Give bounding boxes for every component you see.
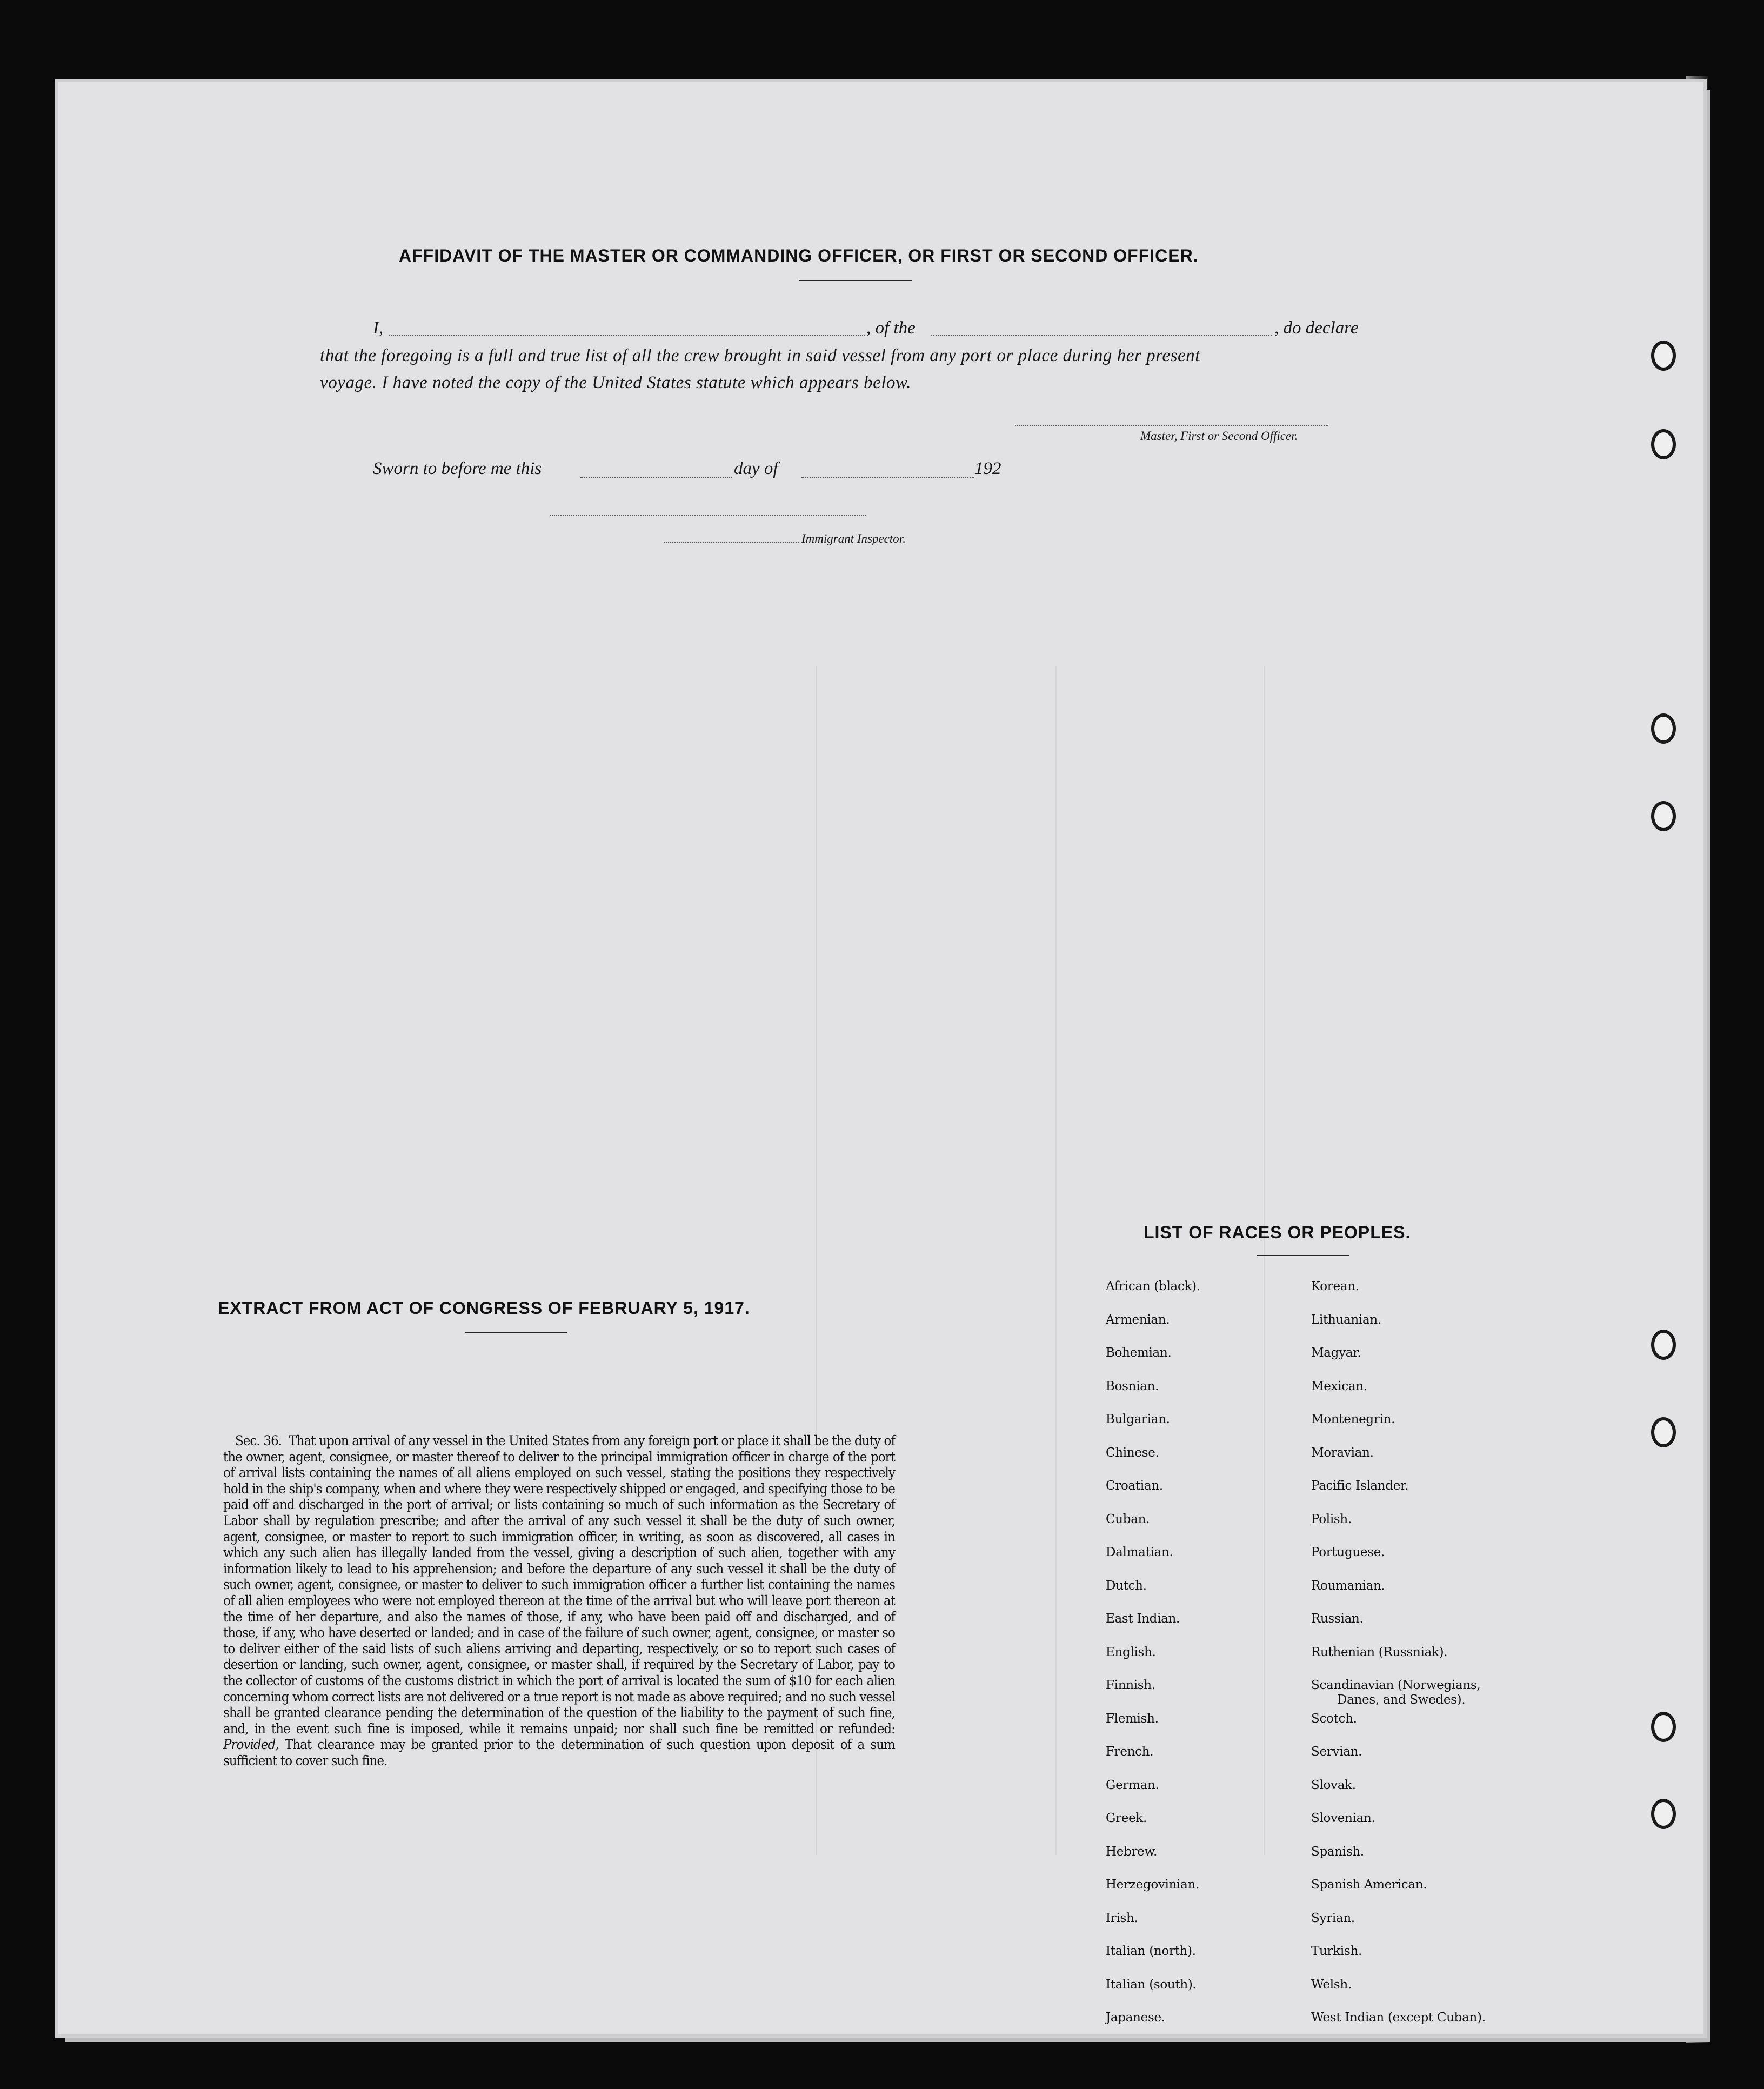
races-underline bbox=[1257, 1255, 1349, 1256]
race-item: Slovak. bbox=[1311, 1778, 1356, 1792]
race-item: Ruthenian (Russniak). bbox=[1311, 1645, 1448, 1659]
bleed-through-line bbox=[1055, 666, 1057, 1855]
races-left-column bbox=[1106, 1279, 1200, 2034]
race-item: Welsh. bbox=[1311, 1977, 1352, 1992]
section-label: Sec. 36. bbox=[235, 1433, 282, 1449]
race-item: Lithuanian. bbox=[1311, 1312, 1381, 1327]
document-page bbox=[58, 82, 1703, 2034]
sworn-day-blank[interactable] bbox=[580, 477, 732, 478]
affidavit-line-prefix: I, bbox=[373, 318, 384, 338]
race-item: German. bbox=[1106, 1778, 1159, 1792]
sworn-day-label: day of bbox=[734, 459, 778, 478]
race-item: Polish. bbox=[1311, 1512, 1352, 1526]
race-item: Mexican. bbox=[1311, 1379, 1367, 1393]
affidavit-statement-line: voyage. I have noted the copy of the United States statute which appears below. bbox=[320, 373, 912, 392]
affidavit-title: AFFIDAVIT OF THE MASTER OR COMMANDING OFFICER, OR FIRST OR SECOND OFFICER. bbox=[399, 246, 1199, 265]
sworn-month-blank[interactable] bbox=[801, 477, 974, 478]
race-item: Montenegrin. bbox=[1311, 1412, 1395, 1426]
race-item: French. bbox=[1106, 1745, 1154, 1759]
signature-label: Master, First or Second Officer. bbox=[1140, 429, 1298, 443]
sworn-year: 192 bbox=[974, 459, 1001, 478]
race-item: Portuguese. bbox=[1311, 1545, 1385, 1559]
name-blank[interactable] bbox=[389, 335, 865, 336]
race-item: Russian. bbox=[1311, 1612, 1364, 1626]
race-item: Finnish. bbox=[1106, 1678, 1155, 1692]
race-item: Servian. bbox=[1311, 1745, 1362, 1759]
binder-hole bbox=[1651, 1712, 1676, 1742]
race-item: East Indian. bbox=[1106, 1612, 1180, 1626]
proviso-text: That clearance may be granted prior to the determination of such question upon deposit of a sum sufficient to cover such fine. bbox=[223, 1737, 896, 1769]
affidavit-of-the: , of the bbox=[866, 318, 916, 338]
inspector-label: Immigrant Inspector. bbox=[801, 532, 906, 545]
race-item: Turkish. bbox=[1311, 1944, 1362, 1958]
race-item: Herzegovinian. bbox=[1106, 1878, 1200, 1892]
races-title: LIST OF RACES OR PEOPLES. bbox=[1144, 1223, 1411, 1242]
extract-title: EXTRACT FROM ACT OF CONGRESS OF FEBRUARY 5, 1917. bbox=[218, 1298, 750, 1318]
binder-hole bbox=[1651, 801, 1676, 831]
signature-blank[interactable] bbox=[1015, 425, 1328, 426]
race-item: Spanish. bbox=[1311, 1844, 1364, 1859]
race-item: Hebrew. bbox=[1106, 1844, 1158, 1859]
race-item: Greek. bbox=[1106, 1811, 1147, 1825]
race-item: Cuban. bbox=[1106, 1512, 1150, 1526]
race-item: Scandinavian (Norwegians, bbox=[1311, 1678, 1481, 1692]
race-item: Italian (north). bbox=[1106, 1944, 1196, 1958]
race-item: Scotch. bbox=[1311, 1711, 1357, 1726]
race-item: Irish. bbox=[1106, 1911, 1138, 1925]
race-item: Chinese. bbox=[1106, 1445, 1159, 1460]
race-item: African (black). bbox=[1106, 1279, 1200, 1293]
binder-hole bbox=[1651, 1799, 1676, 1829]
races-right-column bbox=[1311, 1279, 1486, 2034]
proviso-word: Provided, bbox=[223, 1737, 279, 1753]
act-section-text bbox=[223, 1433, 895, 1769]
race-item: Syrian. bbox=[1311, 1911, 1355, 1925]
race-item: Armenian. bbox=[1106, 1312, 1170, 1327]
race-item: Magyar. bbox=[1311, 1346, 1361, 1360]
binder-hole bbox=[1651, 1417, 1676, 1447]
race-item: Japanese. bbox=[1106, 2011, 1165, 2025]
affidavit-statement-line: that the foregoing is a full and true list of all the crew brought in said vessel from any port or place during her present bbox=[320, 346, 1200, 365]
race-item: Slovenian. bbox=[1311, 1811, 1375, 1825]
section-body: That upon arrival of any vessel in the United States from any foreign port or place it shall be the duty of the owner, agent, consignee, or master thereof to deliver to the principal immigration officer in charge of the port of arrival lists containing the names of all aliens employed on such vessel, stating the positions they respectively hold in the ship's company, when and where they were respectively shipped or engaged, and specifying those to be paid off and discharged in the port of arrival; or lists containing so much of such information as the Secretary of Labor shall by regulation prescribe; and after the arrival of any such vessel it shall be the duty of such owner, agent, consignee, or master to report to such immigration officer, in writing, as soon as discovered, all cases in which any such alien has illegally landed from the vessel, giving a description of such alien, together with any information likely to lead to his apprehension; and before the departure of any such vessel it shall be the duty of such owner, agent, consignee, or master to deliver to such immigration officer a further list containing the names of all alien employees who were not employed thereon at the time of the arrival but who will leave port thereon at the time of her departure, and also the names of those, if any, who have been paid off and discharged, and of those, if any, who have deserted or landed; and in case of the failure of such owner, agent, consignee, or master so to deliver either of the said lists of such aliens arriving and departing, respectively, or so to report such cases of desertion or landing, such owner, agent, consignee, or master shall, if required by the Secretary of Labor, pay to the collector of customs of the customs district in which the port of arrival is located the sum of $10 for each alien concerning whom correct lists are not delivered or a true report is not made as above required; and no such vessel shall be granted clearance pending the determination of the question of the liability to the payment of such fine, and, in the event such fine is imposed, while it remains unpaid; nor shall such fine be remitted or refunded: bbox=[223, 1433, 895, 1737]
binder-hole bbox=[1651, 713, 1676, 744]
bleed-through-line bbox=[1264, 666, 1265, 1855]
title-underline bbox=[799, 280, 912, 281]
race-item-continuation: Danes, and Swedes). bbox=[1337, 1693, 1466, 1707]
race-item: Italian (south). bbox=[1106, 1977, 1197, 1992]
race-item: English. bbox=[1106, 1645, 1156, 1659]
inspector-name-blank[interactable] bbox=[664, 542, 799, 543]
binder-hole bbox=[1651, 1330, 1676, 1360]
race-item: Roumanian. bbox=[1311, 1578, 1385, 1593]
race-item: West Indian (except Cuban). bbox=[1311, 2011, 1486, 2025]
vessel-blank[interactable] bbox=[931, 335, 1272, 336]
race-item: Spanish American. bbox=[1311, 1878, 1427, 1892]
race-item: Croatian. bbox=[1106, 1479, 1163, 1493]
sworn-prefix: Sworn to before me this bbox=[373, 459, 542, 478]
extract-underline bbox=[465, 1332, 567, 1333]
binder-hole bbox=[1651, 341, 1676, 371]
race-item-two-line bbox=[1311, 1678, 1486, 1712]
inspector-signature-blank[interactable] bbox=[550, 515, 866, 516]
race-item: Pacific Islander. bbox=[1311, 1479, 1409, 1493]
affidavit-declare: , do declare bbox=[1274, 318, 1359, 338]
race-item: Bulgarian. bbox=[1106, 1412, 1170, 1426]
race-item: Bosnian. bbox=[1106, 1379, 1159, 1393]
race-item: Korean. bbox=[1311, 1279, 1359, 1293]
race-item: Dalmatian. bbox=[1106, 1545, 1173, 1559]
race-item: Flemish. bbox=[1106, 1711, 1159, 1726]
race-item: Dutch. bbox=[1106, 1578, 1147, 1593]
binder-hole bbox=[1651, 429, 1676, 459]
race-item: Bohemian. bbox=[1106, 1346, 1172, 1360]
race-item: Moravian. bbox=[1311, 1445, 1374, 1460]
